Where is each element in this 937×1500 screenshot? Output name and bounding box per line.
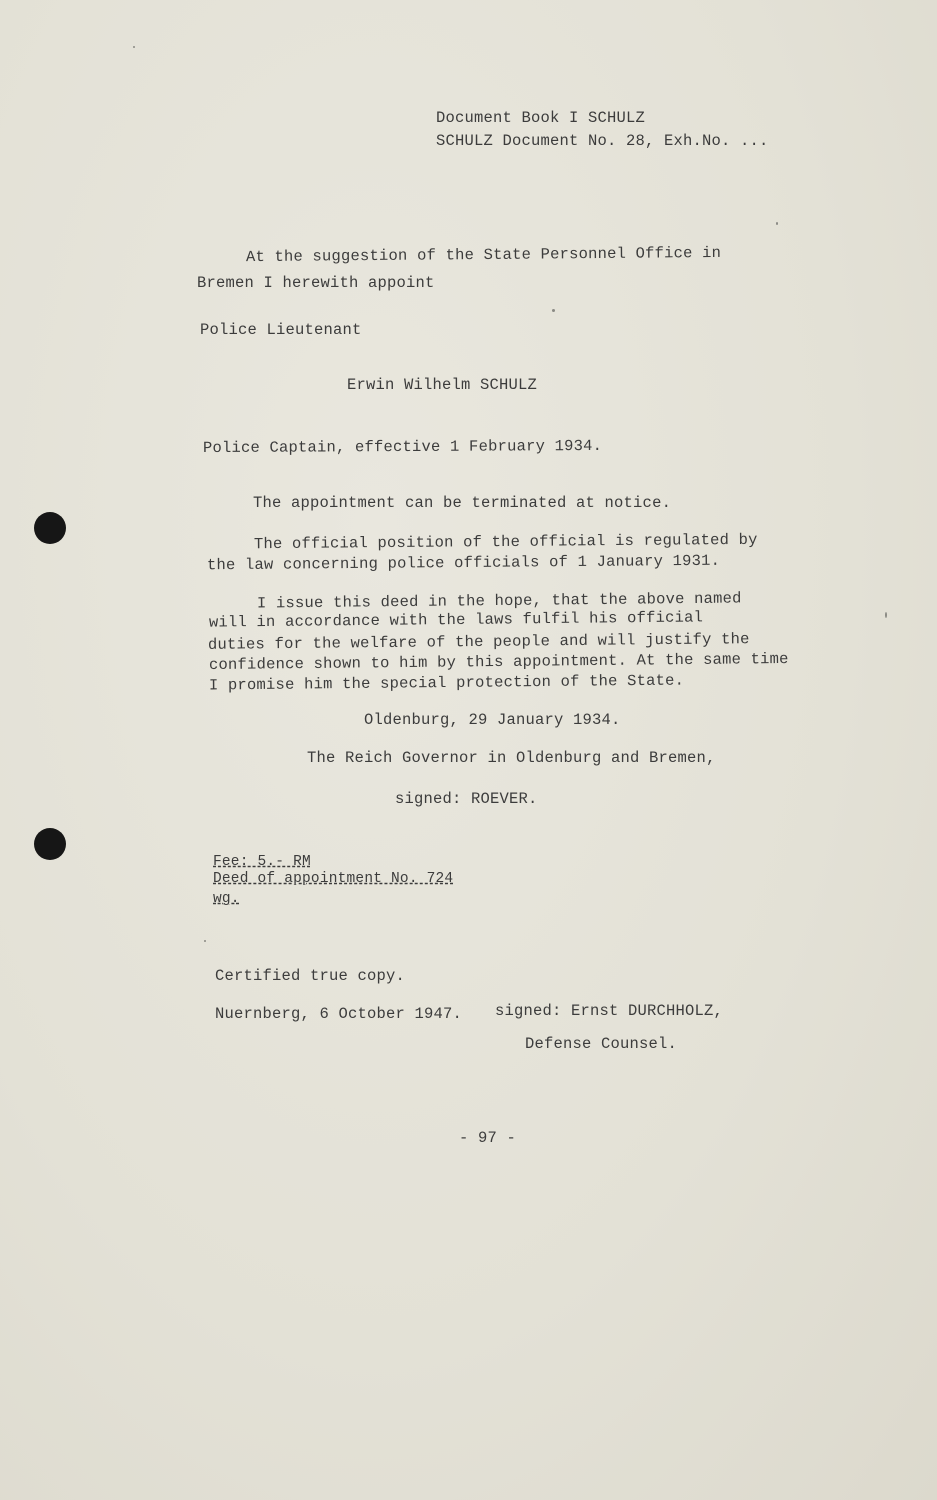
punch-hole-top: [34, 512, 66, 544]
termination-line: The appointment can be terminated at notice.: [253, 494, 672, 512]
speck: [552, 309, 555, 312]
speck: [885, 612, 887, 618]
issuer-line: The Reich Governor in Oldenburg and Bremen,: [307, 749, 716, 767]
speck: [133, 46, 135, 48]
appointee-name: Erwin Wilhelm SCHULZ: [347, 376, 538, 394]
issuer-signature: signed: ROEVER.: [395, 790, 538, 808]
punch-hole-bottom: [34, 828, 66, 860]
intro-line-2: Bremen I herewith appoint: [197, 274, 435, 292]
certification-place-date: Nuernberg, 6 October 1947.: [215, 1005, 463, 1023]
speck: [204, 940, 206, 942]
rank-from: Police Lieutenant: [200, 321, 362, 339]
deed-line-1: I issue this deed in the hope, that the above named: [256, 589, 742, 613]
certification-title: Defense Counsel.: [525, 1035, 678, 1053]
deed-line-5: I promise him the special protection of the State.: [208, 671, 685, 695]
speck: [776, 222, 778, 225]
page-number: - 97 -: [459, 1129, 517, 1147]
deed-line-4: confidence shown to him by this appointment. At the same time: [208, 649, 789, 675]
position-line-1: The official position of the official is regulated by: [253, 530, 758, 554]
document-reference-line: SCHULZ Document No. 28, Exh.No. ...: [436, 132, 769, 150]
initials-line: wg.: [213, 891, 240, 907]
certified-copy-line: Certified true copy.: [215, 967, 406, 985]
deed-line-3: duties for the welfare of the people and will justify the: [207, 630, 750, 654]
deed-line-2: will in accordance with the laws fulfil his official: [208, 608, 704, 632]
document-book-line: Document Book I SCHULZ: [436, 109, 646, 127]
rank-to: Police Captain, effective 1 February 1934.: [202, 436, 603, 458]
position-line-2: the law concerning police officials of 1 January 1931.: [206, 551, 721, 575]
issue-place-date: Oldenburg, 29 January 1934.: [364, 711, 621, 729]
intro-line-1: At the suggestion of the State Personnel Office in: [245, 243, 722, 267]
certification-signature: signed: Ernst DURCHHOLZ,: [495, 1002, 724, 1020]
deed-number-line: Deed of appointment No. 724: [213, 871, 454, 887]
fee-line: Fee: 5.- RM: [213, 854, 311, 870]
